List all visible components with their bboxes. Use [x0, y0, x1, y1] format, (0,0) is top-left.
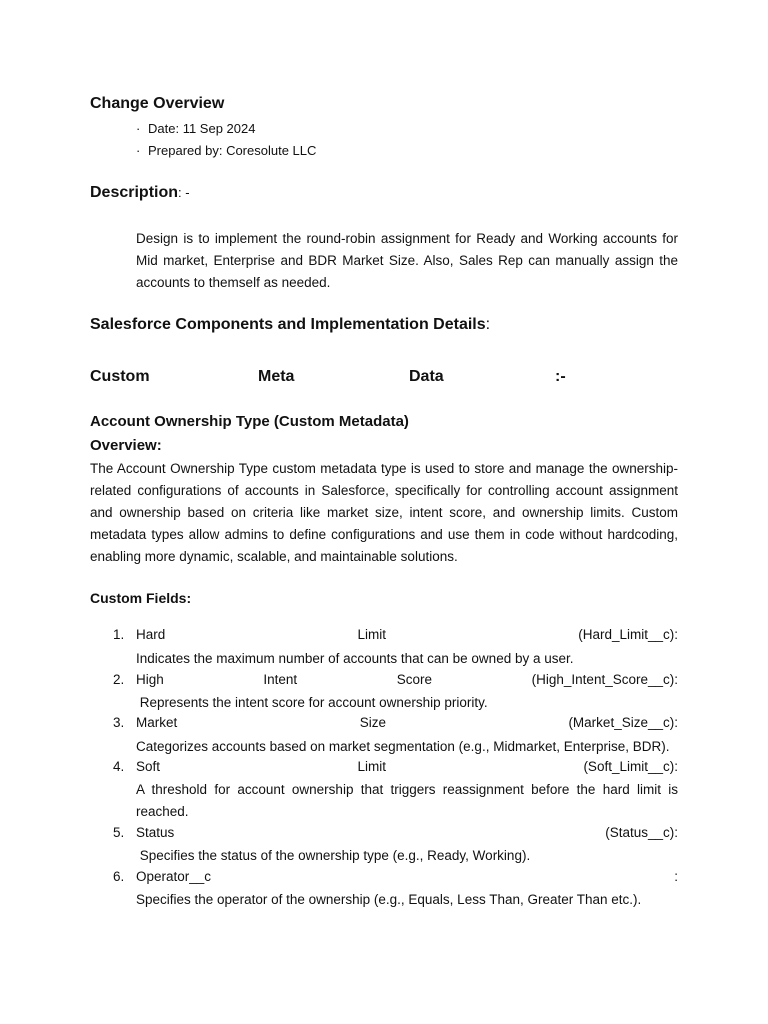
account-ownership-heading: Account Ownership Type (Custom Metadata) [90, 413, 409, 430]
prepared-by-label: Prepared by: [148, 143, 223, 158]
date-value: 11 Sep 2024 [182, 121, 256, 136]
list-number: 5. [113, 825, 125, 840]
list-item-desc: Categorizes accounts based on market segmentation (e.g., Midmarket, Enterprise, BDR). [136, 739, 670, 754]
list-item-title [136, 715, 678, 730]
list-number: 6. [113, 869, 125, 884]
list-item-desc: Represents the intent score for account ownership priority. [136, 695, 488, 710]
field-word: Limit [357, 759, 386, 774]
list-item-title [136, 627, 678, 642]
list-item-title [136, 759, 678, 774]
bullet-icon: · [136, 143, 141, 158]
description-text: Design is to implement the round-robin assignment for Ready and Working accounts for Mid market, Enterprise and BDR Market Size. Also, Sales Rep can manually assign the accounts to themself as needed. [136, 231, 678, 290]
field-api-name: (Soft_Limit__c): [583, 759, 678, 774]
field-api-name: (Hard_Limit__c): [578, 627, 678, 642]
list-number: 1. [113, 627, 125, 642]
field-word: Hard [136, 627, 166, 642]
date-label: Date: [148, 121, 180, 136]
field-word: Limit [357, 627, 386, 642]
list-item-desc: Specifies the operator of the ownership (e.g., Equals, Less Than, Greater Than etc.). [136, 892, 642, 907]
date-bullet [136, 121, 255, 136]
field-word: : [674, 869, 678, 884]
description-suffix: : - [178, 185, 190, 200]
list-item-desc: A threshold for account ownership that triggers reassignment before the hard limit is reached. [136, 782, 678, 819]
list-item-desc: Indicates the maximum number of accounts that can be owned by a user. [136, 651, 574, 666]
field-api-name: (Market_Size__c): [568, 715, 678, 730]
custom-meta-word-4: :- [555, 368, 566, 385]
components-suffix: : [485, 316, 491, 333]
prepared-by-bullet [136, 143, 316, 158]
custom-meta-word-2: Meta [258, 368, 295, 385]
description-heading: Description [90, 184, 179, 201]
components-heading-line [90, 316, 490, 334]
prepared-by-value: Coresolute LLC [226, 143, 317, 158]
field-api-name: (High_Intent_Score__c): [531, 672, 678, 687]
custom-meta-word-1: Custom [90, 368, 150, 385]
custom-meta-word-3: Data [409, 368, 444, 385]
field-word: Soft [136, 759, 161, 774]
field-word: High [136, 672, 164, 687]
bullet-icon: · [136, 121, 141, 136]
components-heading: Salesforce Components and Implementation Details [90, 316, 486, 333]
field-word: Intent [263, 672, 298, 687]
list-item-title [136, 825, 678, 840]
description-heading-line [90, 184, 190, 202]
overview-text: The Account Ownership Type custom metadata type is used to store and manage the ownership-related configurations of accounts in Salesforce, specifically for controlling account assignment and ownership based on criteria like market size, intent score, and ownership limits. Custom metadata types allow admins to define configurations and use them in code without hardcoding, enabling more dynamic, scalable, and maintainable solutions. [90, 461, 678, 564]
change-overview-heading: Change Overview [90, 95, 225, 112]
field-api-name: (Status__c): [605, 825, 678, 840]
list-item-title [136, 672, 678, 687]
list-number: 3. [113, 715, 125, 730]
field-api-name: Operator__c [136, 869, 212, 884]
field-word: Status [136, 825, 175, 840]
list-item-title [136, 869, 678, 884]
overview-label: Overview: [90, 437, 162, 454]
list-number: 2. [113, 672, 125, 687]
field-word: Market [136, 715, 178, 730]
field-word: Size [359, 715, 386, 730]
custom-fields-heading: Custom Fields: [90, 590, 192, 606]
field-word: Score [396, 672, 433, 687]
list-number: 4. [113, 759, 125, 774]
list-item-desc: Specifies the status of the ownership type (e.g., Ready, Working). [136, 848, 531, 863]
